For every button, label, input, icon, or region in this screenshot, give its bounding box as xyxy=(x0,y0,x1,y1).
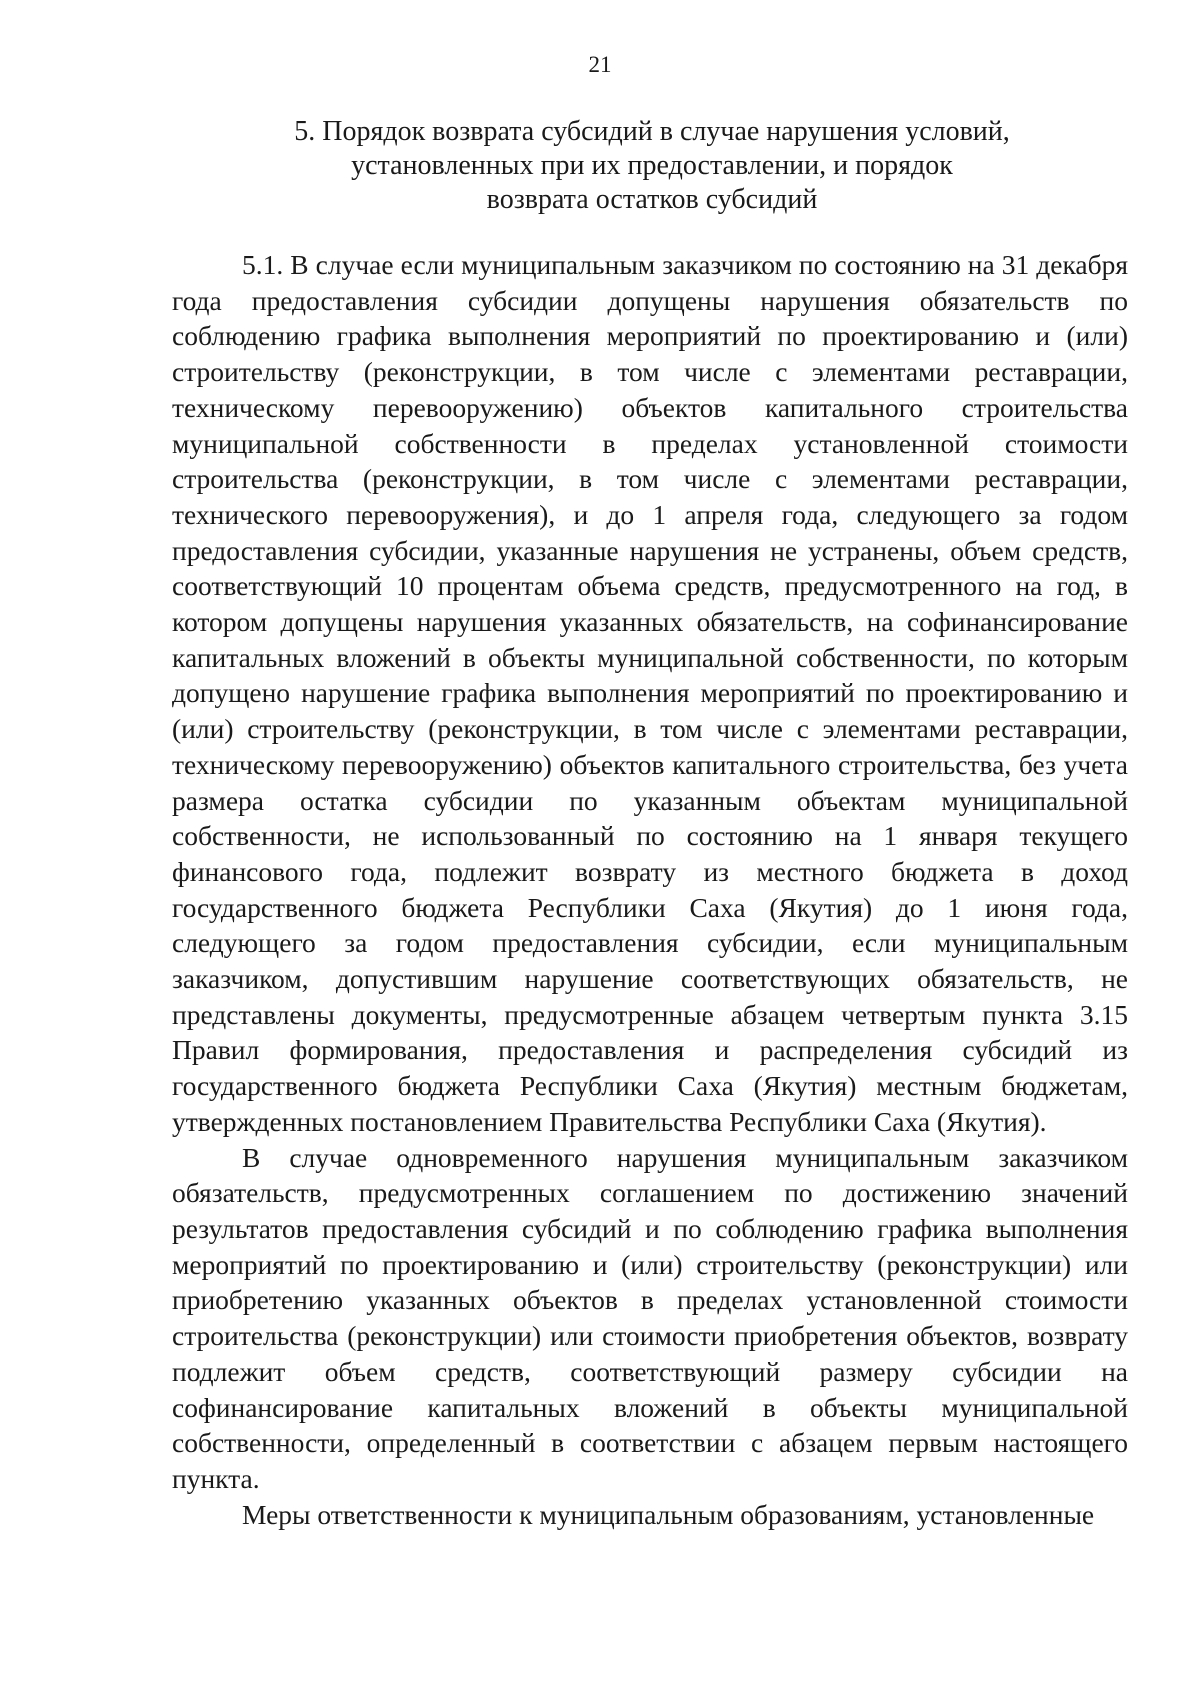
paragraph-simultaneous-violation: В случае одновременного нарушения муниципальным заказчиком обязательств, предусмотренных соглашением по достижению значений результатов предоставления субсидий и по соблюдению графика выполнения мероприятий по проектированию и (или) строительству (реконструкции) или приобретению указанных объектов в пределах установленной стоимости строительства (реконструкции) или стоимости приобретения объектов, возврату подлежит объем средств, соответствующий размеру субсидии на софинансирование капитальных вложений в объекты муниципальной собственности, определенный в соответствии с абзацем первым настоящего пункта. xyxy=(172,1141,1128,1494)
section-heading xyxy=(172,115,1132,217)
page-number: 21 xyxy=(588,52,612,77)
paragraph-5-1: 5.1. В случае если муниципальным заказчиком по состоянию на 31 декабря года предоставления субсидии допущены нарушения обязательств по соблюдению графика выполнения мероприятий по проектированию и (или) строительству (реконструкции, в том числе с элементами реставрации, техническому перевооружению) объектов капитального строительства муниципальной собственности в пределах установленной стоимости строительства (реконструкции, в том числе с элементами реставрации, технического перевооружения), и до 1 апреля года, следующего за годом предоставления субсидии, указанные нарушения не устранены, объем средств, соответствующий 10 процентам объема средств, предусмотренного на год, в котором допущены нарушения указанных обязательств, на софинансирование капитальных вложений в объекты муниципальной собственности, по которым допущено нарушение графика выполнения мероприятий по проектированию и (или) строительству (реконструкции, в том числе с элементами реставрации, техническому перевооружению) объектов капитального строительства, без учета размера остатка субсидии по указанным объектам муниципальной собственности, не использованный по состоянию на 1 января текущего финансового года, подлежит возврату из местного бюджета в доход государственного бюджета Республики Саха (Якутия) до 1 июня года, следующего за годом предоставления субсидии, если муниципальным заказчиком, допустившим нарушение соответствующих обязательств, не представлены документы, предусмотренные абзацем четвертым пункта 3.15 Правил формирования, предоставления и распределения субсидий из государственного бюджета Республики Саха (Якутия) местным бюджетам, утвержденных постановлением Правительства Республики Саха (Якутия). xyxy=(172,249,1128,1137)
section-heading-line: возврата остатков субсидий xyxy=(486,184,818,215)
section-heading-line: 5. Порядок возврата субсидий в случае нарушения условий, xyxy=(294,116,1010,147)
paragraph-liability-measures: Меры ответственности к муниципальным образованиям, установленные xyxy=(242,1498,1095,1530)
document-body xyxy=(172,247,1128,1532)
section-heading-line: установленных при их предоставлении, и порядок xyxy=(351,150,953,181)
